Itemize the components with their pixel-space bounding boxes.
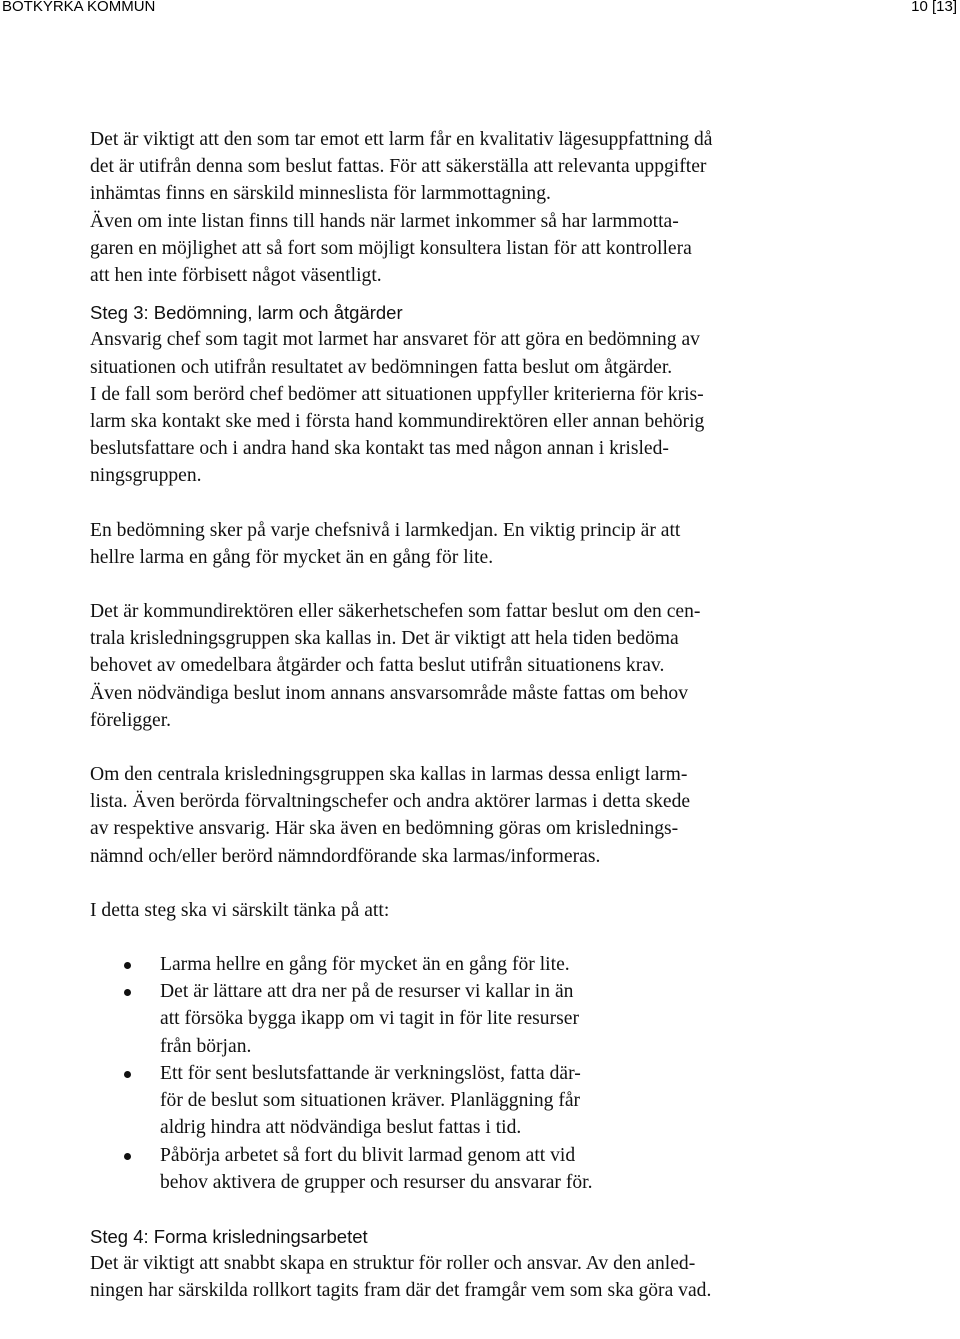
bullet-icon	[124, 989, 131, 996]
organization-name: BOTKYRKA KOMMUN	[2, 0, 156, 15]
text-line: behov aktivera de grupper och resurser du ansvarar för.	[160, 1171, 593, 1193]
list-item	[90, 978, 850, 1060]
section-heading-steg3: Steg 3: Bedömning, larm och åtgärder	[90, 302, 403, 324]
text-line: Larma hellre en gång för mycket än en gång för lite.	[160, 954, 570, 976]
text-line: Det är lättare att dra ner på de resurser vi kallar in än	[160, 981, 574, 1003]
text-line: En bedömning sker på varje chefsnivå i larmkedjan. En viktig princip är att	[90, 519, 681, 541]
text-line: garen en möjlighet att så fort som möjligt konsultera listan för att kontrollera	[90, 237, 692, 259]
text-line: Påbörja arbetet så fort du blivit larmad genom att vid	[160, 1144, 576, 1166]
paragraph-bedomning	[90, 326, 850, 489]
document-body	[90, 126, 850, 1305]
section-heading-steg4: Steg 4: Forma krisledningsarbetet	[90, 1225, 368, 1247]
page-header	[0, 0, 960, 16]
paragraph-princip	[90, 517, 850, 571]
text-line: för de beslut som situationen kräver. Planläggning får	[160, 1090, 581, 1112]
text-line: av respektive ansvarig. Här ska även en bedömning göras om krislednings-	[90, 818, 679, 840]
text-line: trala krisledningsgruppen ska kallas in. Det är viktigt att hela tiden bedöma	[90, 628, 679, 650]
text-line: Ansvarig chef som tagit mot larmet har ansvaret för att göra en bedömning av	[90, 329, 700, 351]
bullet-icon	[124, 962, 131, 969]
text-line: Det är kommundirektören eller säkerhetschefen som fattar beslut om den cen-	[90, 601, 701, 623]
paragraph-kommundirektor	[90, 598, 850, 734]
list-item	[90, 1142, 850, 1196]
bullet-icon	[124, 1071, 131, 1078]
text-line: hellre larma en gång för mycket än en gång för lite.	[90, 546, 494, 568]
paragraph-struktur	[90, 1250, 850, 1304]
text-line: Ett för sent beslutsfattande är verkningslöst, fatta där-	[160, 1062, 581, 1084]
text-line: Även nödvändiga beslut inom annans ansvarsområde måste fattas om behov	[90, 682, 689, 704]
text-line: ningen har särskilda rollkort tagits fram där det framgår vem som ska göra vad.	[90, 1280, 712, 1302]
text-line: lista. Även berörda förvaltningschefer och andra aktörer larmas i detta skede	[90, 791, 691, 813]
text-line: Det är viktigt att den som tar emot ett larm får en kvalitativ lägesuppfattning då	[90, 129, 713, 150]
list-item	[90, 951, 850, 978]
text-line: situationen och utifrån resultatet av bedömningen fatta beslut om åtgärder.	[90, 356, 673, 378]
text-line: att försöka bygga ikapp om vi tagit in för lite resurser	[160, 1008, 579, 1030]
text-line: Även om inte listan finns till hands när larmet inkommer så har larmmotta-	[90, 210, 679, 232]
bullet-list	[90, 951, 850, 1196]
paragraph-intro-list: I detta steg ska vi särskilt tänka på att:	[90, 899, 390, 921]
text-line: inhämtas finns en särskild minneslista för larmmottagning.	[90, 183, 551, 205]
paragraph-larmlista	[90, 761, 850, 870]
text-line: Det är viktigt att snabbt skapa en struktur för roller och ansvar. Av den anled-	[90, 1253, 696, 1275]
text-line: ningsgruppen.	[90, 465, 202, 487]
paragraph-larmmottagning	[90, 126, 850, 289]
text-line: I de fall som berörd chef bedömer att situationen uppfyller kriterierna för kris-	[90, 383, 704, 405]
text-line: larm ska kontakt ske med i första hand kommundirektören eller annan behörig	[90, 411, 705, 433]
text-line: behovet av omedelbara åtgärder och fatta beslut utifrån situationens krav.	[90, 655, 665, 677]
text-line: från början.	[160, 1035, 252, 1057]
text-line: det är utifrån denna som beslut fattas. För att säkerställa att relevanta uppgifter	[90, 156, 707, 178]
text-line: aldrig hindra att nödvändiga beslut fattas i tid.	[160, 1117, 522, 1139]
text-line: att hen inte förbisett något väsentligt.	[90, 265, 382, 287]
list-item	[90, 1060, 850, 1142]
text-line: beslutsfattare och i andra hand ska kontakt tas med någon annan i krisled-	[90, 438, 669, 460]
text-line: föreligger.	[90, 709, 172, 731]
page-number: 10 [13]	[911, 0, 957, 15]
text-line: Om den centrala krisledningsgruppen ska kallas in larmas dessa enligt larm-	[90, 764, 688, 786]
bullet-icon	[124, 1153, 131, 1160]
text-line: nämnd och/eller berörd nämndordförande ska larmas/informeras.	[90, 845, 601, 867]
